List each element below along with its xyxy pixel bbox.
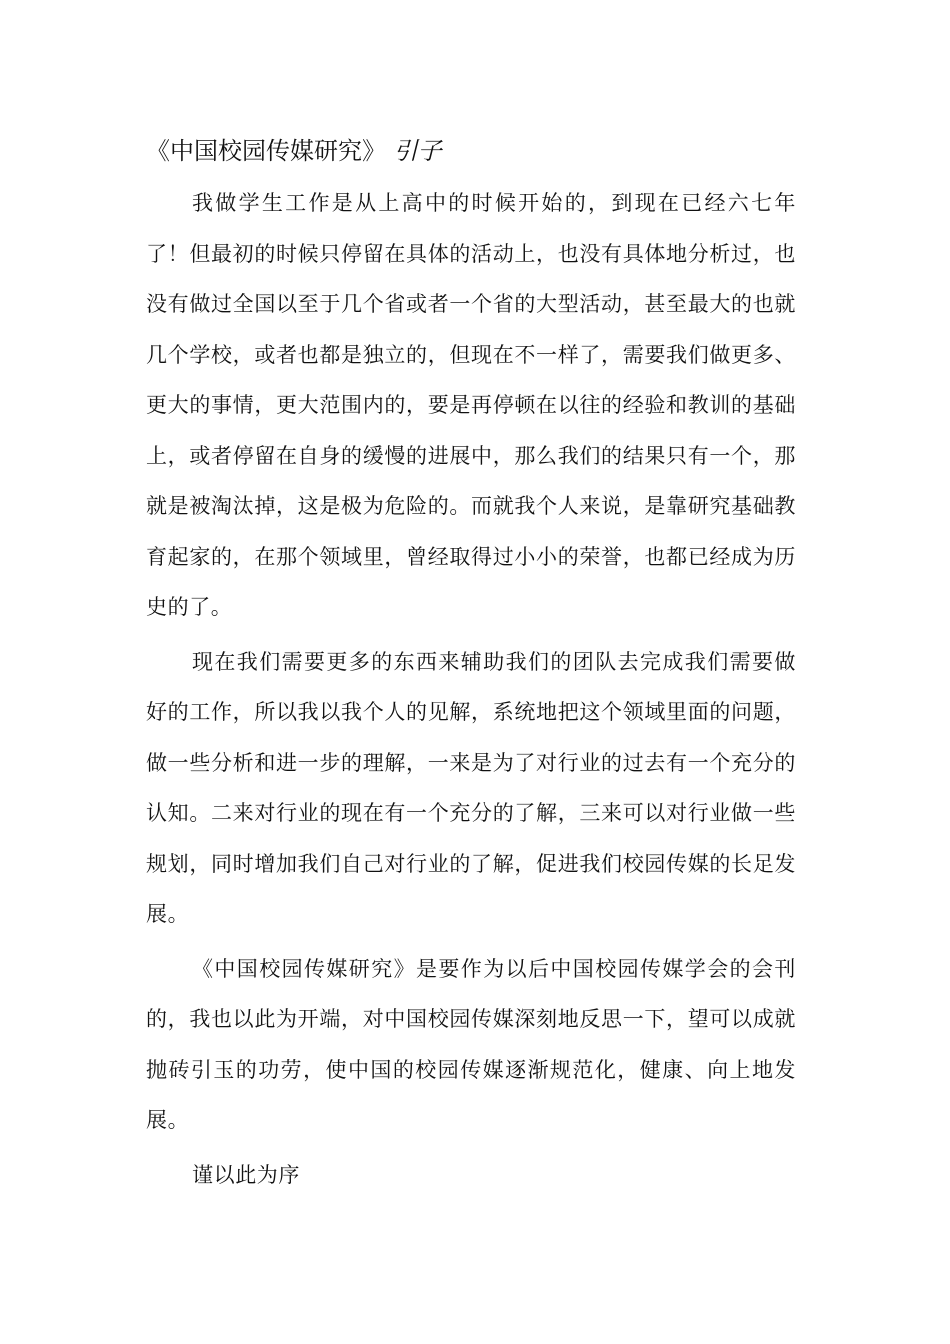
document-title — [146, 128, 796, 174]
title-main: 《中国校园传媒研究》 — [146, 137, 386, 165]
paragraph-1: 我做学生工作是从上高中的时候开始的，到现在已经六七年了！但最初的时候只停留在具体的活动上，也没有具体地分析过，也没有做过全国以至于几个省或者一个省的大型活动，甚至最大的也就几个学校，或者也都是独立的，但现在不一样了，需要我们做更多、更大的事情，更大范围内的，要是再停顿在以往的经验和教训的基础上，或者停留在自身的缓慢的进展中，那么我们的结果只有一个，那就是被淘汰掉，这是极为危险的。而就我个人来说，是靠研究基础教育起家的，在那个领域里，曾经取得过小小的荣誉，也都已经成为历史的了。 — [146, 191, 796, 619]
closing-line: 谨以此为序 — [192, 1162, 300, 1187]
title-subtitle: 引子 — [393, 137, 442, 165]
paragraph-3: 《中国校园传媒研究》是要作为以后中国校园传媒学会的会刊的，我也以此为开端，对中国校园传媒深刻地反思一下，望可以成就抛砖引玉的功劳，使中国的校园传媒逐渐规范化，健康、向上地发展。 — [146, 956, 796, 1132]
paragraph-2: 现在我们需要更多的东西来辅助我们的团队去完成我们需要做好的工作，所以我以我个人的见解，系统地把这个领域里面的问题，做一些分析和进一步的理解，一来是为了对行业的过去有一个充分的认知。二来对行业的现在有一个充分的了解，三来可以对行业做一些规划，同时增加我们自己对行业的了解，促进我们校园传媒的长足发展。 — [146, 649, 796, 926]
document-page — [146, 128, 796, 1200]
